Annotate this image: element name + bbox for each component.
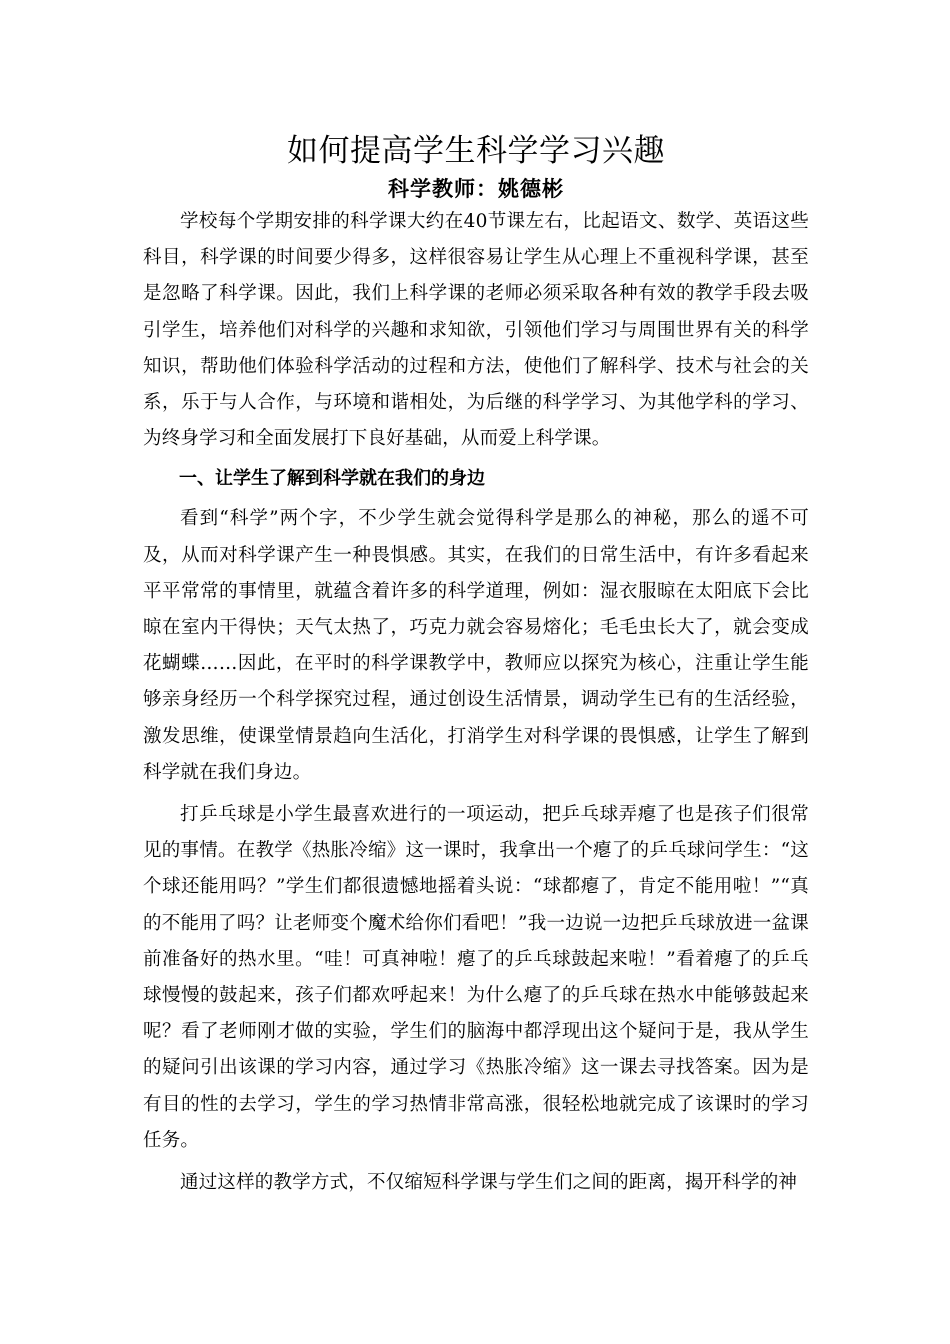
body-paragraph: 看到“科学”两个字，不少学生就会觉得科学是那么的神秘，那么的遥不可及，从而对科学课产生一种畏惧感。其实，在我们的日常生活中，有许多看起来平平常常的事情里，就蕴含着许多的科学道理，例如：湿衣服晾在太阳底下会比晾在室内干得快；天气太热了，巧克力就会容易熔化；毛毛虫长大了，就会变成花蝴蝶……因此，在平时的科学课教学中，教师应以探究为核心，注重让学生能够亲身经历一个科学探究过程，通过创设生活情景，调动学生已有的生活经验，激发思维，使课堂情景趋向生活化，打消学生对科学课的畏惧感，让学生了解到科学就在我们身边。: [143, 508, 809, 783]
document-title: 如何提高学生科学学习兴趣: [287, 133, 665, 169]
document-body: [143, 128, 809, 1201]
document-author: 科学教师：姚德彬: [388, 177, 564, 201]
section-heading: 一、让学生了解到科学就在我们的身边: [179, 468, 485, 490]
body-paragraph: 通过这样的教学方式，不仅缩短科学课与学生们之间的距离，揭开科学的神: [180, 1172, 798, 1194]
body-paragraph: 打乒乓球是小学生最喜欢进行的一项运动，把乒乓球弄瘪了也是孩子们很常见的事情。在教学《热胀冷缩》这一课时，我拿出一个瘪了的乒乓球问学生：“这个球还能用吗？”学生们都很遗憾地摇着头说：“球都瘪了，肯定不能用啦！”“真的不能用了吗？让老师变个魔术给你们看吧！”我一边说一边把乒乓球放进一盆课前准备好的热水里。“哇！可真神啦！瘪了的乒乓球鼓起来啦！”看着瘪了的乒乓球慢慢的鼓起来，孩子们都欢呼起来！为什么瘪了的乒乓球在热水中能够鼓起来呢？看了老师刚才做的实验，学生们的脑海中都浮现出这个疑问于是，我从学生的疑问引出该课的学习内容，通过学习《热胀冷缩》这一课去寻找答案。因为是有目的性的去学习，学生的学习热情非常高涨，很轻松地就完成了该课时的学习任务。: [143, 804, 809, 1151]
intro-paragraph: 学校每个学期安排的科学课大约在40节课左右，比起语文、数学、英语这些科目，科学课的时间要少得多，这样很容易让学生从心理上不重视科学课，甚至是忽略了科学课。因此，我们上科学课的老师必须采取各种有效的教学手段去吸引学生，培养他们对科学的兴趣和求知欲，引领他们学习与周围世界有关的科学知识，帮助他们体验科学活动的过程和方法，使他们了解科学、技术与社会的关系，乐于与人合作，与环境和谐相处，为后继的科学学习、为其他学科的学习、为终身学习和全面发展打下良好基础，从而爱上科学课。: [143, 211, 809, 450]
